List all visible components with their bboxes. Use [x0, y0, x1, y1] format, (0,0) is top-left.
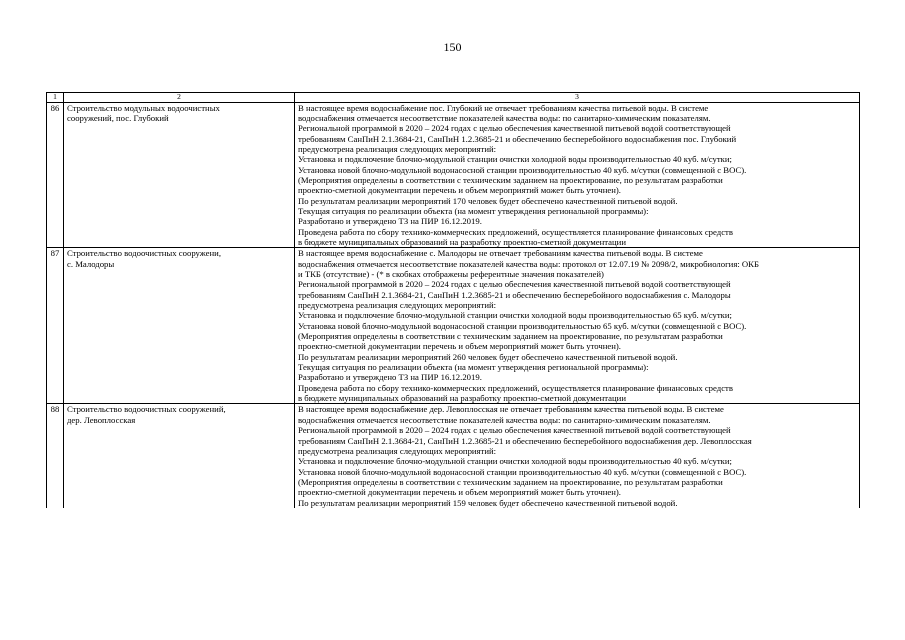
description-line: Установка и подключение блочно-модульной станции очистки холодной воды производительностью 65 куб. м/сутки;: [298, 310, 732, 321]
column-number-row: [47, 93, 860, 103]
column-number-1: 1: [47, 93, 64, 103]
description-line: По результатам реализации мероприятий 170 человек будет обеспечено качественной питьевой водой.: [298, 195, 678, 206]
object-name-line: Строительство водоочистных сооружений,: [67, 404, 226, 415]
description-line: (Мероприятия определены в соответствии с техническим заданием на проектирование, по результатам разработки: [298, 476, 723, 487]
column-number-2: 2: [64, 93, 295, 103]
table-row: [47, 102, 860, 248]
description-line: Установка и подключение блочно-модульной станции очистки холодной воды производительностью 40 куб. м/сутки;: [298, 154, 732, 165]
description-line: Разработано и утверждено ТЗ на ПИР 16.12.2019.: [298, 372, 482, 383]
page-number: 150: [443, 40, 462, 54]
description-line: (Мероприятия определены в соответствии с техническим заданием на проектирование, по результатам разработки: [298, 331, 723, 342]
description-line: По результатам реализации мероприятий 159 человек будет обеспечено качественной питьевой водой.: [298, 497, 678, 508]
description-line: проектно-сметной документации перечень и объем мероприятий может быть уточнен).: [298, 487, 621, 498]
description-line: В настоящее время водоснабжение с. Малодоры не отвечает требованиям качества питьевой воды. В системе: [298, 248, 703, 259]
description-line: проектно-сметной документации перечень и объем мероприятий может быть уточнен).: [298, 185, 621, 196]
description-line: предусмотрена реализация следующих мероприятий:: [298, 445, 497, 456]
column-number-3: 3: [295, 93, 860, 103]
description-line: Установка новой блочно-модульной водонасосной станции производительностью 40 куб. м/сутки (совмещенной с ВОС).: [298, 164, 747, 175]
description-line: водоснабжения отмечается несоответствие показателей качества воды: по санитарно-химическим показателям.: [298, 112, 711, 123]
description-line: Текущая ситуация по реализации объекта (на момент утверждения региональной программы):: [298, 205, 649, 216]
description-line: Проведена работа по сбору технико-коммерческих предложений, осуществляется планирование финансовых средств: [298, 382, 733, 393]
description-line: водоснабжения отмечается несоответствие показателей качества воды: по санитарно-химическим показателям.: [298, 414, 711, 425]
description-line: Установка новой блочно-модульной водонасосной станции производительностью 40 куб. м/сутки (совмещенной с ВОС).: [298, 466, 747, 477]
description-line: Региональной программой в 2020 – 2024 годах с целью обеспечения качественной питьевой водой соответствующей: [298, 123, 731, 134]
description-line: водоснабжения отмечается несоответствие показателей качества воды: протокол от 12.07.19 № 2098/2, микробиология: ОКБ: [298, 258, 759, 269]
object-name-line: Строительство водоочистных сооружени,: [67, 248, 221, 259]
description-line: Установка и подключение блочно-модульной станции очистки холодной воды производительностью 40 куб. м/сутки;: [298, 456, 732, 467]
object-name: [64, 102, 295, 248]
description-line: Установка новой блочно-модульной водонасосной станции производительностью 65 куб. м/сутки (совмещенной с ВОС).: [298, 320, 747, 331]
description-line: (Мероприятия определены в соответствии с техническим заданием на проектирование, по результатам разработки: [298, 174, 723, 185]
description-line: Разработано и утверждено ТЗ на ПИР 16.12.2019.: [298, 216, 482, 227]
table-row: [47, 404, 860, 508]
object-name: [64, 248, 295, 404]
object-description: [295, 404, 860, 508]
row-number: 88: [47, 404, 64, 508]
description-line: По результатам реализации мероприятий 260 человек будет обеспечено качественной питьевой водой.: [298, 351, 678, 362]
description-line: Региональной программой в 2020 – 2024 годах с целью обеспечения качественной питьевой водой соответствующей: [298, 425, 731, 436]
description-line: требованиям СанПиН 2.1.3684-21, СанПиН 1.2.3685-21 и обеспечению бесперебойного водоснабжения с. Малодоры: [298, 289, 731, 300]
table-row: [47, 248, 860, 404]
description-line: проектно-сметной документации перечень и объем мероприятий может быть уточнен).: [298, 341, 621, 352]
description-line: В настоящее время водоснабжение пос. Глубокий не отвечает требованиям качества питьевой воды. В системе: [298, 102, 709, 113]
description-line: в бюджете муниципальных образований на разработку проектно-сметной документации: [298, 236, 626, 247]
object-name-line: дер. Левоплосская: [67, 414, 136, 425]
description-line: В настоящее время водоснабжение дер. Левоплосская не отвечает требованиям качества питьевой воды. В системе: [298, 404, 724, 415]
description-line: Текущая ситуация по реализации объекта (на момент утверждения региональной программы):: [298, 362, 649, 373]
description-line: Проведена работа по сбору технико-коммерческих предложений, осуществляется планирование финансовых средств: [298, 226, 733, 237]
row-number: 86: [47, 102, 64, 248]
registry-table: [46, 92, 860, 508]
description-line: предусмотрена реализация следующих мероприятий:: [298, 143, 497, 154]
description-line: в бюджете муниципальных образований на разработку проектно-сметной документации: [298, 393, 626, 404]
row-number: 87: [47, 248, 64, 404]
description-line: и ТКБ (отсутствие) - (* в скобках отображены референтные значения показателей): [298, 269, 604, 279]
object-description: [295, 248, 860, 404]
description-line: предусмотрена реализация следующих мероприятий:: [298, 300, 497, 311]
object-name-line: с. Малодоры: [67, 258, 115, 269]
object-name: [64, 404, 295, 508]
description-line: Региональной программой в 2020 – 2024 годах с целью обеспечения качественной питьевой водой соответствующей: [298, 279, 731, 290]
object-description: [295, 102, 860, 248]
object-name-line: сооружений, пос. Глубокий: [67, 112, 169, 123]
object-name-line: Строительство модульных водоочистных: [67, 102, 220, 113]
description-line: требованиям СанПиН 2.1.3684-21, СанПиН 1.2.3685-21 и обеспечению бесперебойного водоснабжения пос. Глубокий: [298, 133, 737, 144]
description-line: требованиям СанПиН 2.1.3684-21, СанПиН 1.2.3685-21 и обеспечению бесперебойного водоснабжения дер. Левоплосская: [298, 435, 752, 446]
